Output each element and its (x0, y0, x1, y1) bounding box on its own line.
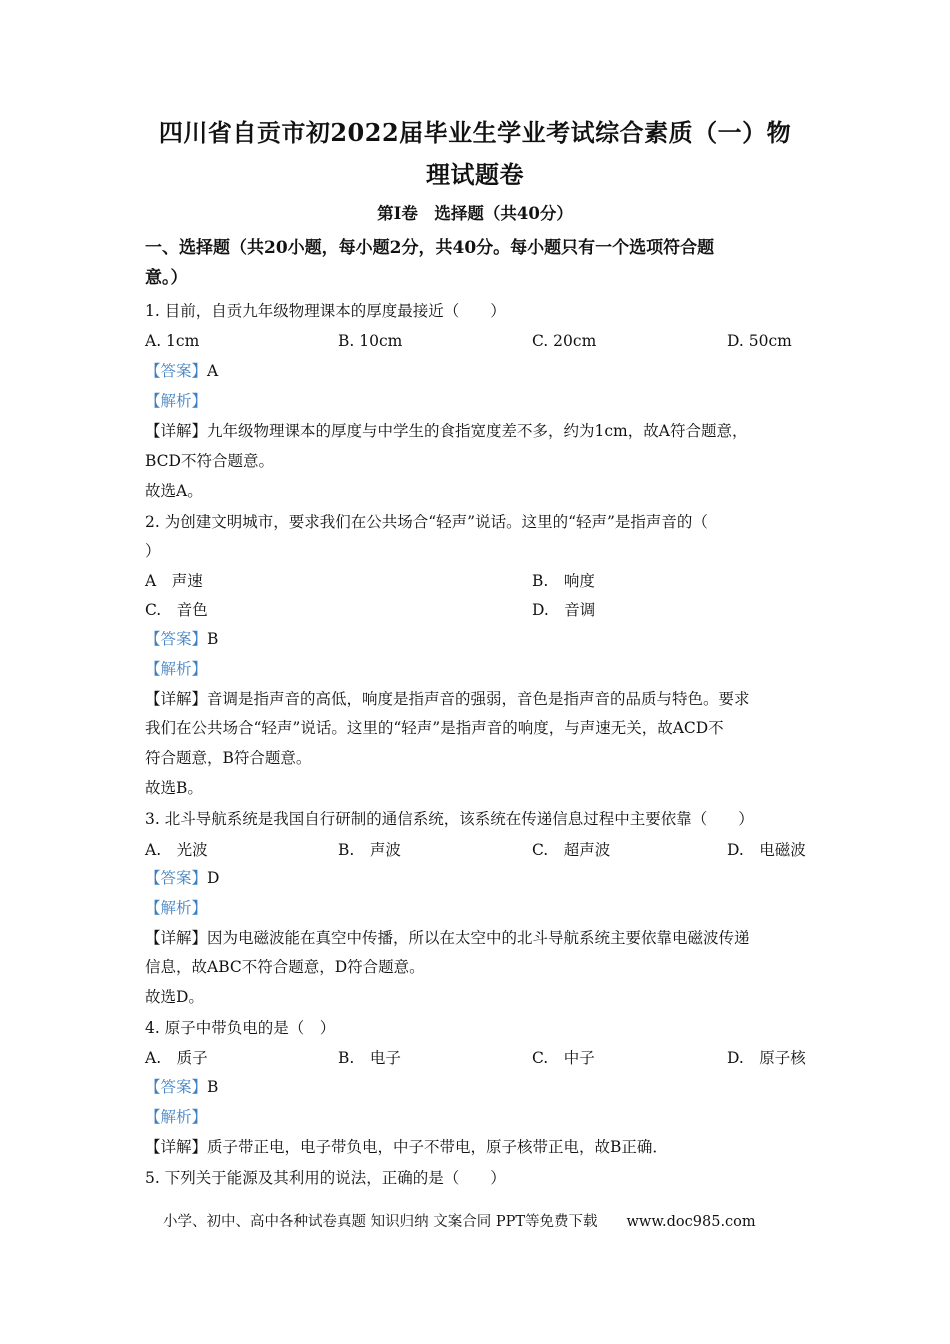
answer-label: 【答案】 (145, 869, 208, 887)
question-2-conclusion: 故选B。 (145, 779, 203, 797)
answer-label: 【答案】 (145, 362, 208, 380)
detail-label: 【详解】 (145, 690, 208, 708)
question-1-option-d: D. 50cm (727, 332, 792, 350)
question-4-option-b: B. 电子 (338, 1049, 401, 1067)
question-3-answer (145, 867, 219, 889)
question-2-option-d: D. 音调 (532, 601, 596, 619)
question-2-option-a: A 声速 (145, 572, 203, 590)
answer-value: B (207, 630, 219, 648)
question-1-detail-line2: BCD不符合题意。 (145, 452, 274, 470)
question-3-stem: 3. 北斗导航系统是我国自行研制的通信系统，该系统在传递信息过程中主要依靠（ ） (145, 810, 754, 828)
question-4-answer (145, 1076, 218, 1098)
question-3-conclusion: 故选D。 (145, 988, 204, 1006)
detail-text: 因为电磁波能在真空中传播，所以在太空中的北斗导航系统主要依靠电磁波传递 (207, 929, 750, 947)
question-3-option-d: D. 电磁波 (727, 841, 806, 859)
question-1-analysis-label: 【解析】 (145, 392, 208, 410)
question-3-option-c: C. 超声波 (532, 841, 611, 859)
question-3-detail-line2: 信息，故ABC不符合题意，D符合题意。 (145, 958, 425, 976)
question-1-option-a: A. 1cm (145, 332, 200, 350)
question-5-stem: 5. 下列关于能源及其利用的说法，正确的是（ ） (145, 1169, 506, 1187)
page-footer: 小学、初中、高中各种试卷真题 知识归纳 文案合同 PPT等免费下载 www.doc985.com (163, 1214, 756, 1230)
question-2-answer (145, 628, 218, 650)
question-2-option-c: C. 音色 (145, 601, 208, 619)
question-1-option-c: C. 20cm (532, 332, 597, 350)
detail-label: 【详解】 (145, 1138, 208, 1156)
question-1-answer (145, 360, 218, 382)
question-2-stem: 2. 为创建文明城市，要求我们在公共场合“轻声”说话。这里的“轻声”是指声音的（ (145, 513, 708, 531)
document-title-line2: 理试题卷 (426, 160, 524, 189)
question-3-analysis-label: 【解析】 (145, 899, 208, 917)
question-4-stem: 4. 原子中带负电的是（ ） (145, 1019, 336, 1037)
part-heading-line2: 意。） (145, 268, 188, 288)
question-3-detail-line1 (145, 927, 750, 949)
question-1-conclusion: 故选A。 (145, 482, 203, 500)
question-4-option-a: A. 质子 (145, 1049, 208, 1067)
part-heading-line1: 一、选择题（共20小题，每小题2分，共40分。每小题只有一个选项符合题 (145, 238, 715, 258)
question-2-option-b: B. 响度 (532, 572, 595, 590)
answer-value: B (207, 1078, 219, 1096)
detail-text: 音调是指声音的高低，响度是指声音的强弱，音色是指声音的品质与特色。要求 (207, 690, 750, 708)
question-1-option-b: B. 10cm (338, 332, 403, 350)
answer-value: A (207, 362, 219, 380)
question-4-analysis-label: 【解析】 (145, 1108, 208, 1126)
detail-label: 【详解】 (145, 929, 208, 947)
answer-value: D (207, 869, 220, 887)
question-1-detail-line1 (145, 420, 747, 442)
question-3-option-a: A. 光波 (145, 841, 208, 859)
question-2-detail-line1 (145, 688, 750, 710)
question-2-stem-line2: ） (145, 542, 161, 560)
question-2-analysis-label: 【解析】 (145, 660, 208, 678)
question-3-option-b: B. 声波 (338, 841, 401, 859)
question-4-option-c: C. 中子 (532, 1049, 595, 1067)
detail-text: 九年级物理课本的厚度与中学生的食指宽度差不多，约为1cm，故A符合题意， (207, 422, 748, 440)
question-4-detail-line1 (145, 1136, 668, 1158)
detail-text: 质子带正电，电子带负电，中子不带电，原子核带正电，故B正确． (207, 1138, 668, 1156)
question-1-stem: 1. 目前，自贡九年级物理课本的厚度最接近（ ） (145, 302, 506, 320)
answer-label: 【答案】 (145, 630, 208, 648)
document-title-line1: 四川省自贡市初2022届毕业生学业考试综合素质（一）物 (158, 118, 792, 147)
question-2-detail-line3: 符合题意，B符合题意。 (145, 749, 312, 767)
question-4-option-d: D. 原子核 (727, 1049, 806, 1067)
answer-label: 【答案】 (145, 1078, 208, 1096)
question-2-detail-line2: 我们在公共场合“轻声”说话。这里的“轻声”是指声音的响度，与声速无关，故ACD不 (145, 719, 724, 737)
detail-label: 【详解】 (145, 422, 208, 440)
section-title: 第Ⅰ卷 选择题（共40分） (377, 204, 573, 223)
